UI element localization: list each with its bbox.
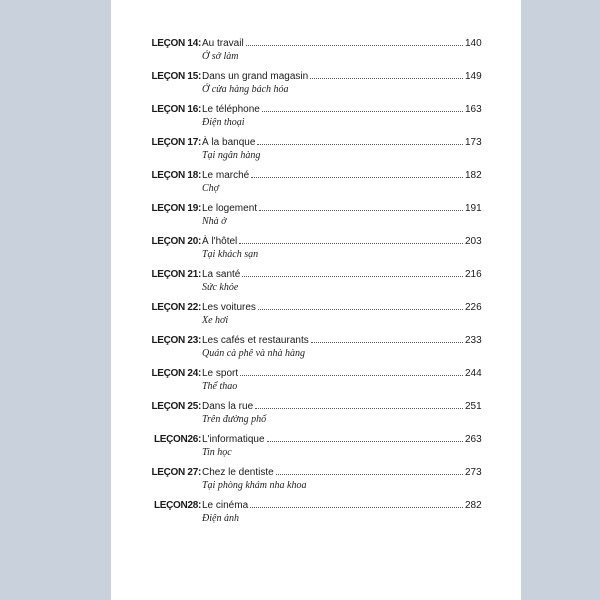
toc-entry — [111, 36, 521, 69]
toc-entry — [111, 465, 521, 498]
lesson-title-line — [202, 234, 463, 250]
toc-entry — [111, 267, 521, 300]
lesson-title-line — [202, 465, 463, 481]
lesson-title-line — [202, 366, 463, 382]
page-number: 191 — [465, 203, 482, 214]
lesson-label: LEÇON 17: — [151, 137, 201, 148]
lesson-title: Les cafés et restaurants — [202, 335, 309, 346]
page-number: 203 — [465, 236, 482, 247]
dot-leader — [262, 102, 463, 112]
lesson-label: LEÇON 23: — [151, 335, 201, 346]
page-number: 163 — [465, 104, 482, 115]
table-of-contents — [111, 36, 521, 531]
lesson-title: À l'hôtel — [202, 236, 238, 247]
lesson-title: Le cinéma — [202, 500, 249, 511]
toc-entry — [111, 300, 521, 333]
page-number: 226 — [465, 302, 482, 313]
toc-entry — [111, 498, 521, 531]
dot-leader — [311, 333, 463, 343]
toc-entry — [111, 201, 521, 234]
dot-leader — [276, 465, 463, 475]
page-number: 182 — [465, 170, 482, 181]
dot-leader — [267, 432, 464, 442]
lesson-title: Le logement — [202, 203, 258, 214]
lesson-label: LEÇON 20: — [151, 236, 201, 247]
lesson-title: L'informatique — [202, 434, 265, 445]
lesson-subtitle: Thể thao — [202, 381, 238, 392]
lesson-title-line — [202, 267, 463, 283]
lesson-title-line — [202, 201, 463, 217]
lesson-label: LEÇON 21: — [151, 269, 201, 280]
dot-leader — [259, 201, 463, 211]
toc-entry — [111, 366, 521, 399]
toc-entry — [111, 168, 521, 201]
lesson-title: Chez le dentiste — [202, 467, 274, 478]
lesson-label: LEÇON 24: — [151, 368, 201, 379]
lesson-title-line — [202, 102, 463, 118]
lesson-label: LEÇON 27: — [151, 467, 201, 478]
dot-leader — [255, 399, 463, 409]
lesson-title-line — [202, 300, 463, 316]
lesson-title-line — [202, 333, 463, 349]
page-number: 216 — [465, 269, 482, 280]
dot-leader — [240, 366, 463, 376]
page-number: 140 — [465, 38, 482, 49]
lesson-title-line — [202, 69, 463, 85]
lesson-title: Le marché — [202, 170, 250, 181]
page-number: 244 — [465, 368, 482, 379]
lesson-subtitle: Trên đường phố — [202, 414, 267, 425]
page-number: 251 — [465, 401, 482, 412]
lesson-title: Dans un grand magasin — [202, 71, 309, 82]
lesson-title-line — [202, 135, 463, 151]
lesson-subtitle: Chợ — [202, 183, 220, 194]
lesson-title-line — [202, 498, 463, 514]
toc-entry — [111, 333, 521, 366]
lesson-label: LEÇON 16: — [151, 104, 201, 115]
dot-leader — [242, 267, 463, 277]
lesson-title: Le téléphone — [202, 104, 260, 115]
lesson-title-line — [202, 168, 463, 184]
lesson-label: LEÇON 22: — [151, 302, 201, 313]
page-number: 173 — [465, 137, 482, 148]
toc-entry — [111, 399, 521, 432]
lesson-label: LEÇON 15: — [151, 71, 201, 82]
lesson-subtitle: Ở sở làm — [202, 51, 239, 62]
dot-leader — [246, 36, 463, 46]
lesson-subtitle: Tại phòng khám nha khoa — [202, 480, 307, 491]
lesson-subtitle: Điện ảnh — [202, 513, 239, 524]
dot-leader — [258, 300, 463, 310]
lesson-label: LEÇON 14: — [151, 38, 201, 49]
lesson-subtitle: Tại ngân hàng — [202, 150, 261, 161]
dot-leader — [250, 498, 463, 508]
lesson-subtitle: Tại khách sạn — [202, 249, 259, 260]
lesson-subtitle: Sức khỏe — [202, 282, 239, 293]
lesson-title-line — [202, 399, 463, 415]
lesson-subtitle: Nhà ở — [202, 216, 227, 227]
toc-entry — [111, 135, 521, 168]
book-page — [111, 0, 521, 600]
lesson-title: À la banque — [202, 137, 256, 148]
dot-leader — [239, 234, 463, 244]
page-number: 149 — [465, 71, 482, 82]
toc-entry — [111, 102, 521, 135]
lesson-title-line — [202, 36, 463, 52]
page-number: 233 — [465, 335, 482, 346]
lesson-subtitle: Điện thoại — [202, 117, 245, 128]
lesson-title: Au travail — [202, 38, 244, 49]
lesson-label: LEÇON 18: — [151, 170, 201, 181]
lesson-label: LEÇON 19: — [151, 203, 201, 214]
lesson-subtitle: Xe hơi — [202, 315, 229, 326]
toc-entry — [111, 69, 521, 102]
page-number: 273 — [465, 467, 482, 478]
lesson-subtitle: Tin học — [202, 447, 232, 458]
lesson-title: Les voitures — [202, 302, 256, 313]
page-number: 282 — [465, 500, 482, 511]
lesson-label: LEÇON26: — [153, 434, 201, 445]
lesson-label: LEÇON 25: — [151, 401, 201, 412]
dot-leader — [251, 168, 463, 178]
toc-entry — [111, 432, 521, 465]
lesson-title-line — [202, 432, 463, 448]
lesson-title: La santé — [202, 269, 241, 280]
dot-leader — [257, 135, 463, 145]
lesson-subtitle: Quán cà phê và nhà hàng — [202, 348, 306, 359]
lesson-title: Le sport — [202, 368, 239, 379]
page-number: 263 — [465, 434, 482, 445]
lesson-title: Dans la rue — [202, 401, 254, 412]
toc-entry — [111, 234, 521, 267]
lesson-subtitle: Ở cửa hàng bách hóa — [202, 84, 289, 95]
lesson-label: LEÇON28: — [153, 500, 201, 511]
dot-leader — [310, 69, 463, 79]
